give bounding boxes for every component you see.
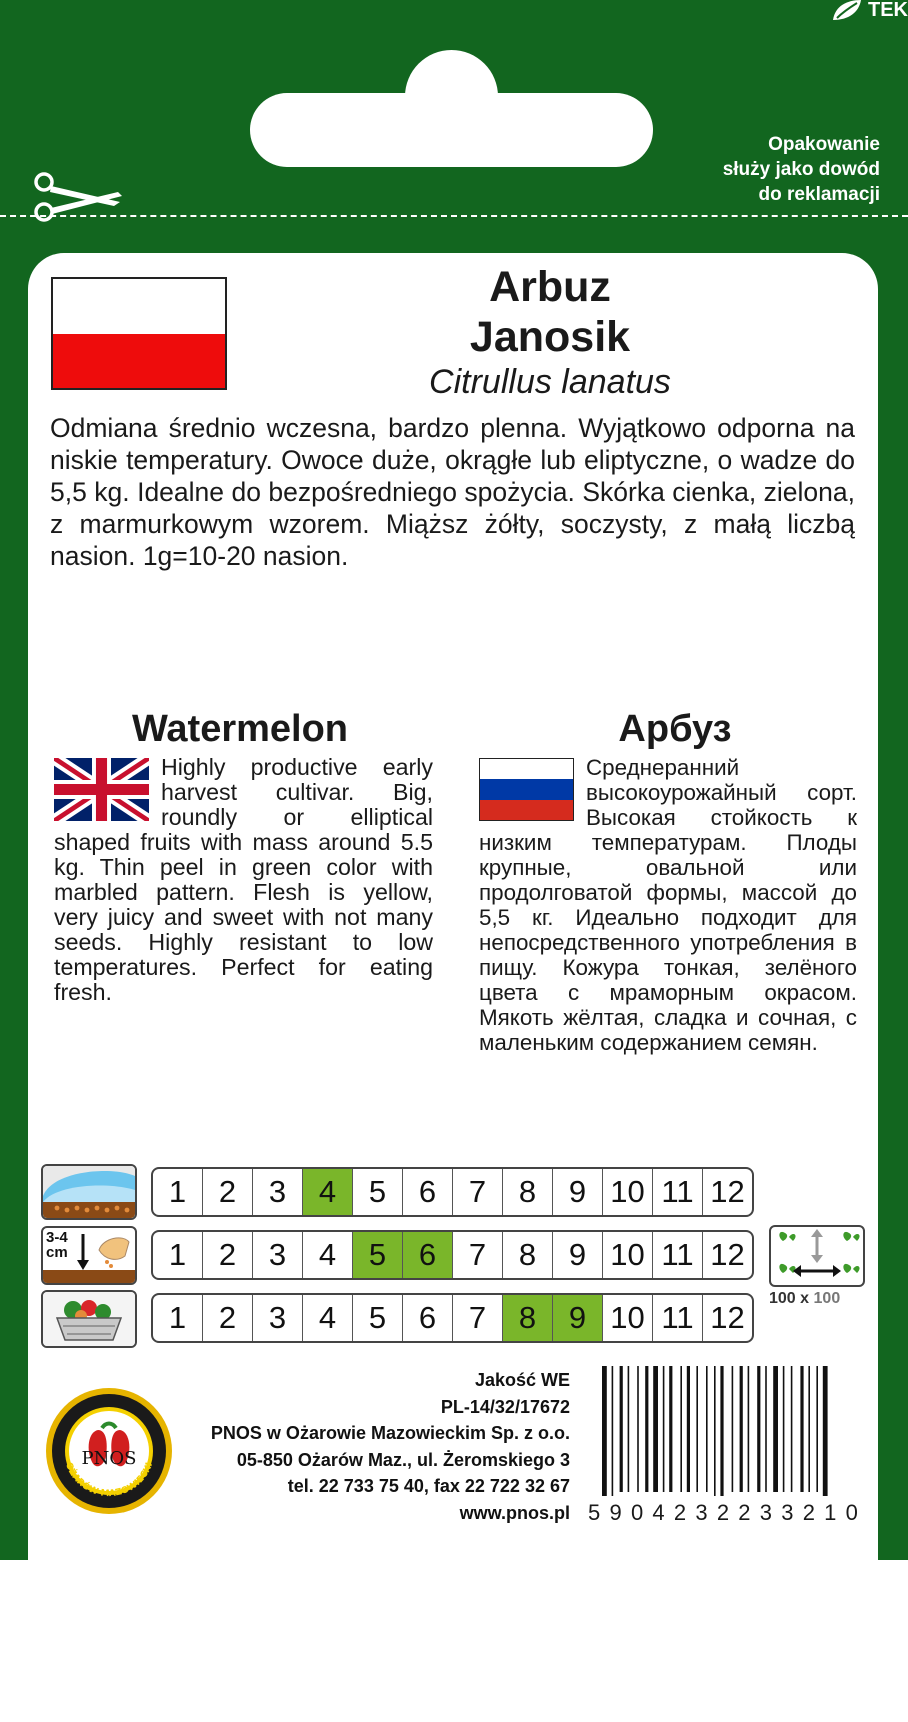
month-cell: 2 (203, 1295, 253, 1341)
russian-flag-icon (479, 758, 574, 821)
barcode-digit: 3 (781, 1500, 794, 1525)
month-cell: 11 (653, 1169, 703, 1215)
barcode-digit: 2 (802, 1500, 815, 1525)
spacing-times: x (800, 1290, 810, 1307)
russian-title: Арбуз (618, 708, 732, 750)
month-cell: 8 (503, 1169, 553, 1215)
barcode-icon (588, 1366, 858, 1496)
month-cell: 2 (203, 1232, 253, 1278)
barcode-digit: 3 (695, 1500, 708, 1525)
calendar-row-sowing (151, 1167, 754, 1217)
registration-code: PL-14/32/17672 (440, 1396, 570, 1417)
plant-spacing-icon (769, 1225, 865, 1287)
notice-line: służy jako dowód (722, 159, 880, 180)
latin-name: Citrullus lanatus (429, 363, 671, 401)
company-name: PNOS w Ożarowie Mazowieckim Sp. z o.o. (210, 1423, 570, 1443)
company-phone: tel. 22 733 75 40, fax 22 722 32 67 (287, 1476, 570, 1496)
leaf-icon (829, 0, 863, 20)
depth-unit: cm (46, 1244, 68, 1261)
month-cell: 1 (153, 1232, 203, 1278)
plant-spacing-label (769, 1290, 869, 1308)
month-cell: 3 (253, 1232, 303, 1278)
month-cell: 1 (153, 1169, 203, 1215)
month-cell: 7 (453, 1295, 503, 1341)
month-cell: 10 (603, 1169, 653, 1215)
month-cell: 6 (403, 1169, 453, 1215)
barcode-digits (588, 1500, 858, 1526)
notice-line: do reklamacji (758, 184, 880, 205)
month-cell: 9 (553, 1232, 603, 1278)
harvest-basket-icon (41, 1290, 137, 1348)
english-text: Highly productive early harvest cultivar. Big, roundly or elliptical shaped fruits with mass around 5.5 kg. Thin peel in green color with marbled pattern. Flesh is yellow, very juicy and sweet with not many seeds. Highly resistant to low temperatures. Perfect for eating fresh. (54, 754, 433, 1005)
month-cell: 2 (203, 1169, 253, 1215)
quality-mark: Jakość WE (474, 1370, 570, 1390)
complaint-notice (620, 132, 880, 207)
calendar-row-planting (151, 1230, 754, 1280)
english-title: Watermelon (131, 708, 349, 750)
scissors-icon (34, 168, 130, 226)
brand-text: TEK (868, 0, 908, 21)
description-english (54, 755, 433, 1005)
month-cell: 11 (653, 1232, 703, 1278)
barcode-digit: 0 (630, 1500, 644, 1525)
month-cell: 7 (453, 1232, 503, 1278)
month-cell: 9 (553, 1295, 603, 1341)
product-title (380, 262, 720, 406)
variety-name: Janosik (469, 313, 631, 361)
barcode-digit: 2 (716, 1500, 730, 1525)
description-polish: Odmiana średnio wczesna, bardzo plenna. Wyjątkowo odporna na niskie temperatury. Owoce duże, okrągłe lub eliptyczne, o wadze do 5,5 kg. Idealne do bezpośredniego spożycia. Skórka cienka, zielona, z marmurkowym wzorem. Miąższ żółty, soczysty, z małą liczbą nasion. 1g=10-20 nasion. (50, 413, 855, 571)
month-cell: 6 (403, 1295, 453, 1341)
calendar-row-harvest (151, 1293, 754, 1343)
russian-text: Среднеранний высокоурожайный сорт. Высокая стойкость к низким температурам. Плоды крупные, овальной или продолговатой формы, массой до 5,5 кг. Идеально подходит для непосредственного употребления в пищу. Кожура тонкая, зелёного цвета с мраморным окрасом. Мякоть жёлтая, сладка и сочная, с маленьким содержанием семян. (479, 755, 857, 1055)
month-cell: 8 (503, 1295, 553, 1341)
barcode-digit: 1 (824, 1500, 837, 1525)
notice-line: Opakowanie (768, 134, 880, 155)
barcode-digit: 2 (673, 1500, 687, 1525)
company-website: www.pnos.pl (459, 1502, 570, 1523)
company-info (150, 1367, 570, 1526)
spacing-row: 100 (769, 1290, 796, 1307)
barcode-digit: 3 (759, 1500, 772, 1525)
month-cell: 11 (653, 1295, 703, 1341)
month-cell: 5 (353, 1169, 403, 1215)
sowing-depth-icon (41, 1226, 137, 1285)
uk-flag-icon (54, 758, 149, 821)
month-cell: 6 (403, 1232, 453, 1278)
month-cell: 10 (603, 1295, 653, 1341)
month-cell: 9 (553, 1169, 603, 1215)
month-cell: 5 (353, 1232, 403, 1278)
month-cell: 4 (303, 1169, 353, 1215)
spacing-plant: 100 (813, 1290, 841, 1307)
barcode-digit: 5 (588, 1500, 601, 1525)
logo-text: PNOS (81, 1448, 137, 1469)
hang-hole (250, 93, 653, 167)
cut-line (0, 215, 908, 217)
month-cell: 7 (453, 1169, 503, 1215)
barcode-digit: 9 (609, 1500, 622, 1525)
month-cell: 10 (603, 1232, 653, 1278)
logo-ring-text: OŻARÓW MAZOWIECKI (62, 1461, 156, 1500)
company-address: 05-850 Ożarów Maz., ul. Żeromskiego 3 (236, 1449, 570, 1470)
month-cell: 5 (353, 1295, 403, 1341)
month-cell: 3 (253, 1169, 303, 1215)
barcode-digit: 4 (652, 1500, 665, 1525)
product-name: Arbuz (489, 263, 611, 311)
month-cell: 12 (710, 1174, 745, 1209)
description-russian (479, 755, 857, 1055)
month-cell: 4 (303, 1232, 353, 1278)
depth-value: 3-4 (46, 1229, 68, 1246)
barcode-digit: 0 (845, 1500, 858, 1525)
month-cell: 8 (503, 1232, 553, 1278)
month-cell: 1 (153, 1295, 203, 1341)
greenhouse-sowing-icon (41, 1164, 137, 1220)
polish-flag-icon (51, 277, 227, 390)
month-cell: 12 (710, 1237, 745, 1272)
barcode-digit: 2 (738, 1500, 751, 1525)
month-cell: 3 (253, 1295, 303, 1341)
brand-mark (829, 0, 908, 20)
month-cell: 12 (710, 1300, 745, 1335)
month-cell: 4 (303, 1295, 353, 1341)
